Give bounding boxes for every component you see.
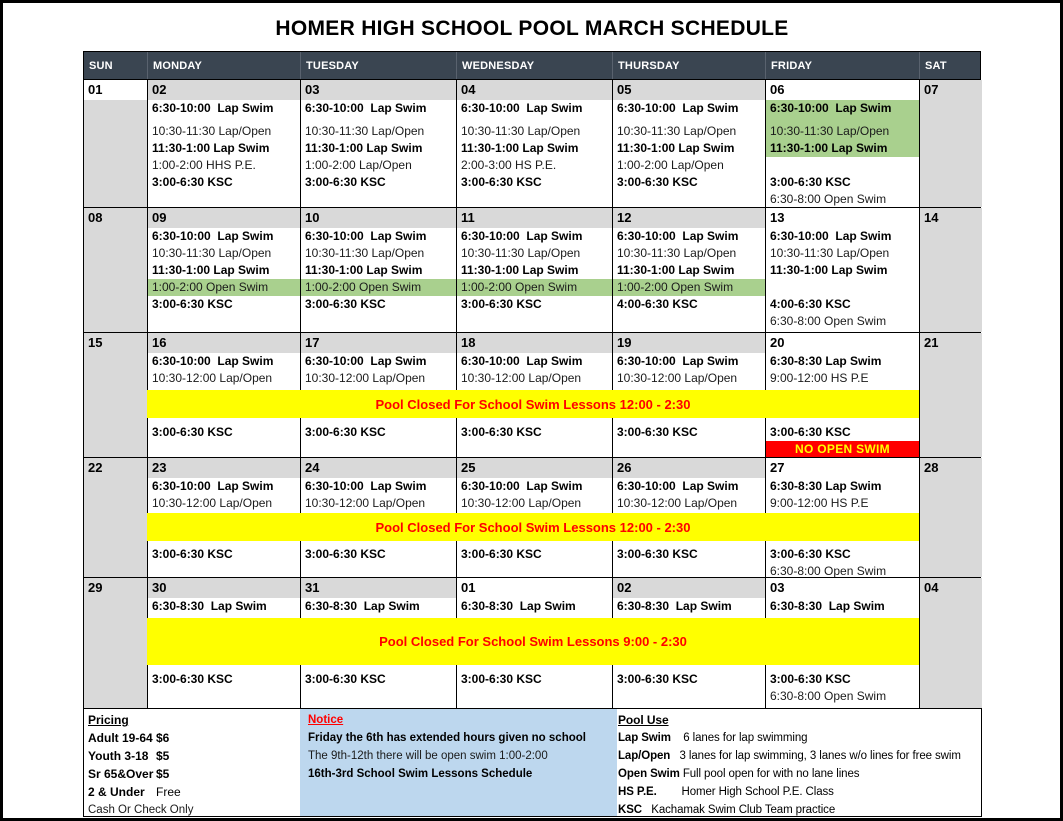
- schedule-entry: 3:00-6:30 KSC: [461, 175, 542, 189]
- schedule-entry: 6:30-10:00 Lap Swim: [461, 101, 583, 115]
- schedule-entry: 3:00-6:30 KSC: [617, 547, 698, 561]
- schedule-entry: 2:00-3:00 HS P.E.: [461, 158, 557, 172]
- day-cell[interactable]: [84, 208, 147, 332]
- schedule-entry: 9:00-12:00 HS P.E: [770, 371, 869, 385]
- pricing-heading: Pricing: [88, 713, 129, 727]
- day-cell[interactable]: [919, 80, 982, 207]
- schedule-entry: 11:30-1:00 Lap Swim: [152, 263, 270, 277]
- day-number: 27: [766, 458, 919, 478]
- pool-use-term: Open Swim: [618, 768, 680, 780]
- schedule-entry: 6:30-8:30 Lap Swim: [770, 354, 882, 368]
- blank-line: [766, 157, 919, 174]
- schedule-entry: 3:00-6:30 KSC: [305, 175, 386, 189]
- schedule-entry: 10:30-12:00 Lap/Open: [461, 371, 582, 385]
- day-cell[interactable]: [84, 333, 147, 457]
- schedule-entry: 6:30-10:00 Lap Swim: [305, 479, 427, 493]
- day-header-monday: MONDAY: [147, 52, 300, 79]
- schedule-entry: 10:30-12:00 Lap/Open: [461, 496, 582, 510]
- schedule-entry: 6:30-10:00 Lap Swim: [617, 101, 739, 115]
- schedule-entry: 3:00-6:30 KSC: [305, 297, 386, 311]
- notice-section: [300, 709, 617, 816]
- day-number: 15: [88, 335, 103, 350]
- schedule-entry: 6:30-10:00 Lap Swim: [461, 354, 583, 368]
- schedule-entry: 3:00-6:30 KSC: [617, 672, 698, 686]
- pool-use-term: Lap/Open: [618, 750, 671, 762]
- notice-line: The 9th-12th there will be open swim 1:00-2:00: [308, 750, 548, 762]
- schedule-entry: 3:00-6:30 KSC: [461, 672, 542, 686]
- schedule-entry: 3:00-6:30 KSC: [305, 547, 386, 561]
- schedule-entry: 11:30-1:00 Lap Swim: [766, 140, 919, 157]
- calendar-week-w2: [84, 207, 980, 332]
- day-cell[interactable]: [612, 80, 765, 207]
- schedule-entry: 6:30-8:00 Open Swim: [770, 689, 887, 703]
- schedule-entry: 6:30-8:30 Lap Swim: [461, 599, 576, 613]
- schedule-entry: 6:30-8:30 Lap Swim: [770, 599, 885, 613]
- pricing-value: $6: [156, 731, 170, 745]
- schedule-entry: 11:30-1:00 Lap Swim: [152, 141, 270, 155]
- schedule-entry: 3:00-6:30 KSC: [617, 425, 698, 439]
- day-number: 04: [457, 80, 612, 100]
- calendar-week-w1: [84, 79, 980, 207]
- schedule-entry: 11:30-1:00 Lap Swim: [617, 141, 735, 155]
- notice-line: Friday the 6th has extended hours given no school: [308, 732, 586, 744]
- schedule-entry: 6:30-8:00 Open Swim: [770, 192, 887, 206]
- schedule-entry: 10:30-11:30 Lap/Open: [461, 124, 581, 138]
- pricing-rows: [88, 729, 193, 801]
- calendar-week-w5: [84, 577, 980, 709]
- schedule-entry: 6:30-10:00 Lap Swim: [770, 229, 892, 243]
- pool-use-row: [618, 783, 961, 801]
- day-number: 01: [84, 80, 147, 100]
- schedule-entry: 3:00-6:30 KSC: [770, 672, 851, 686]
- schedule-entry: 6:30-10:00 Lap Swim: [461, 479, 583, 493]
- schedule-entry: 11:30-1:00 Lap Swim: [461, 263, 579, 277]
- pool-use-definition: Homer High School P.E. Class: [656, 786, 834, 798]
- day-cell[interactable]: [300, 208, 456, 332]
- no-open-swim-banner: NO OPEN SWIM: [766, 441, 919, 457]
- schedule-entry: 10:30-12:00 Lap/Open: [152, 496, 273, 510]
- pool-closed-banner: Pool Closed For School Swim Lessons 9:00 - 2:30: [147, 618, 919, 665]
- schedule-entry: 3:00-6:30 KSC: [770, 175, 851, 189]
- day-number: 26: [613, 458, 765, 478]
- pricing-row: [88, 729, 193, 747]
- schedule-entry: 10:30-11:30 Lap/Open: [461, 246, 581, 260]
- schedule-entry: 6:30-10:00 Lap Swim: [152, 479, 274, 493]
- day-number: 28: [924, 460, 939, 475]
- pool-use-row: [618, 729, 961, 747]
- schedule-entry: 6:30-10:00 Lap Swim: [617, 479, 739, 493]
- calendar-week-w4: [84, 457, 980, 577]
- schedule-entry: 6:30-10:00 Lap Swim: [152, 101, 274, 115]
- schedule-entry: 4:00-6:30 KSC: [617, 297, 698, 311]
- calendar-header-row: [84, 52, 980, 79]
- day-header-tuesday: TUESDAY: [300, 52, 456, 79]
- pricing-section: [88, 711, 193, 819]
- schedule-entry: 10:30-12:00 Lap/Open: [617, 496, 738, 510]
- schedule-entry: 1:00-2:00 Lap/Open: [617, 158, 724, 172]
- day-number: 07: [924, 82, 939, 97]
- day-cell[interactable]: [84, 80, 147, 207]
- pool-closed-banner: Pool Closed For School Swim Lessons 12:00 - 2:30: [147, 513, 919, 541]
- schedule-entry: 3:00-6:30 KSC: [152, 672, 233, 686]
- schedule-entry: 3:00-6:30 KSC: [305, 425, 386, 439]
- day-header-sun: SUN: [89, 60, 113, 72]
- schedule-entry: 3:00-6:30 KSC: [770, 547, 851, 561]
- schedule-entry: 1:00-2:00 Open Swim: [148, 279, 300, 296]
- day-header-thursday: THURSDAY: [612, 52, 765, 79]
- day-number: 13: [766, 208, 919, 228]
- pool-use-row: [618, 765, 961, 783]
- schedule-entry: 6:30-8:30 Lap Swim: [617, 599, 732, 613]
- schedule-entry: 10:30-11:30 Lap/Open: [617, 124, 737, 138]
- schedule-entry: 1:00-2:00 Lap/Open: [305, 158, 412, 172]
- schedule-entry: 6:30-8:30 Lap Swim: [770, 479, 882, 493]
- pricing-row: [88, 783, 193, 801]
- day-number: 01: [457, 578, 612, 598]
- notice-line: 16th-3rd School Swim Lessons Schedule: [308, 768, 533, 780]
- pool-use-definition: Kachamak Swim Club Team practice: [641, 804, 836, 816]
- pricing-value: Free: [156, 785, 181, 799]
- schedule-entry: 6:30-8:00 Open Swim: [770, 564, 887, 577]
- day-number: 10: [301, 208, 456, 228]
- schedule-entry: 3:00-6:30 KSC: [152, 297, 233, 311]
- pricing-label: Youth 3-18: [88, 749, 149, 763]
- blank-line: [766, 279, 919, 296]
- schedule-entry: 3:00-6:30 KSC: [152, 547, 233, 561]
- day-cell[interactable]: [84, 578, 147, 709]
- calendar: [83, 51, 981, 709]
- schedule-entry: 6:30-10:00 Lap Swim: [305, 101, 427, 115]
- day-cell[interactable]: [919, 208, 982, 332]
- day-number: 16: [148, 333, 300, 353]
- day-number: 24: [301, 458, 456, 478]
- schedule-entry: 11:30-1:00 Lap Swim: [305, 263, 423, 277]
- schedule-entry: 3:00-6:30 KSC: [305, 672, 386, 686]
- day-number: 22: [88, 460, 103, 475]
- schedule-entry: 3:00-6:30 KSC: [152, 175, 233, 189]
- schedule-entry: 10:30-11:30 Lap/Open: [766, 123, 919, 140]
- schedule-entry: 10:30-12:00 Lap/Open: [305, 371, 426, 385]
- notice-lines: [308, 729, 609, 783]
- day-cell[interactable]: [300, 80, 456, 207]
- pricing-row: [88, 765, 193, 783]
- schedule-entry: 11:30-1:00 Lap Swim: [461, 141, 579, 155]
- schedule-entry: 3:00-6:30 KSC: [617, 175, 698, 189]
- day-number: 03: [301, 80, 456, 100]
- pricing-label: Sr 65&Over: [88, 767, 154, 781]
- schedule-entry: 4:00-6:30 KSC: [770, 297, 851, 311]
- day-cell[interactable]: [919, 458, 982, 577]
- day-cell[interactable]: [147, 80, 300, 207]
- day-header-wednesday: WEDNESDAY: [456, 52, 612, 79]
- schedule-entry: 6:30-10:00 Lap Swim: [152, 229, 274, 243]
- schedule-entry: 10:30-11:30 Lap/Open: [305, 246, 425, 260]
- pool-use-term: HS P.E.: [618, 786, 657, 798]
- schedule-entry: 6:30-8:30 Lap Swim: [305, 599, 420, 613]
- notice-heading: Notice: [308, 714, 344, 726]
- pool-use-rows: [618, 729, 961, 819]
- schedule-entry: 10:30-11:30 Lap/Open: [152, 124, 272, 138]
- pool-use-definition: 6 lanes for lap swimming: [670, 732, 808, 744]
- day-number: 25: [457, 458, 612, 478]
- day-cell[interactable]: [84, 458, 147, 577]
- schedule-entry: 11:30-1:00 Lap Swim: [617, 263, 735, 277]
- day-cell[interactable]: [919, 578, 982, 709]
- day-cell[interactable]: [147, 208, 300, 332]
- day-number: 05: [613, 80, 765, 100]
- schedule-entry: 10:30-12:00 Lap/Open: [152, 371, 273, 385]
- schedule-entry: 6:30-10:00 Lap Swim: [152, 354, 274, 368]
- pool-use-section: [618, 711, 961, 819]
- day-cell[interactable]: [765, 80, 919, 207]
- day-number: 02: [613, 578, 765, 598]
- pricing-row: [88, 747, 193, 765]
- schedule-entry: 10:30-11:30 Lap/Open: [305, 124, 425, 138]
- day-number: 12: [613, 208, 765, 228]
- day-number: 17: [301, 333, 456, 353]
- schedule-entry: 6:30-10:00 Lap Swim: [305, 354, 427, 368]
- schedule-entry: 10:30-12:00 Lap/Open: [617, 371, 738, 385]
- schedule-entry: 3:00-6:30 KSC: [461, 547, 542, 561]
- day-number: 09: [148, 208, 300, 228]
- pool-use-heading: Pool Use: [618, 713, 669, 727]
- pricing-value: $5: [156, 767, 170, 781]
- schedule-entry: 3:00-6:30 KSC: [461, 425, 542, 439]
- pool-use-term: Lap Swim: [618, 732, 671, 744]
- day-cell[interactable]: [919, 333, 982, 457]
- pool-use-term: KSC: [618, 804, 642, 816]
- pricing-note: Cash Or Check Only: [88, 804, 194, 816]
- day-number: 29: [88, 580, 103, 595]
- day-number: 20: [766, 333, 919, 353]
- schedule-entry: 6:30-10:00 Lap Swim: [617, 354, 739, 368]
- schedule-entry: 3:00-6:30 KSC: [152, 425, 233, 439]
- day-number: 02: [148, 80, 300, 100]
- day-cell[interactable]: [765, 208, 919, 332]
- schedule-entry: 6:30-8:30 Lap Swim: [152, 599, 267, 613]
- day-cell[interactable]: [456, 80, 612, 207]
- footer: [83, 708, 982, 817]
- pool-use-definition: Full pool open for with no lane lines: [679, 768, 860, 780]
- schedule-entry: 1:00-2:00 Open Swim: [613, 279, 765, 296]
- schedule-entry: 6:30-10:00 Lap Swim: [766, 100, 919, 123]
- schedule-entry: 6:30-10:00 Lap Swim: [617, 229, 739, 243]
- day-number: 30: [148, 578, 300, 598]
- day-number: 31: [301, 578, 456, 598]
- day-cell[interactable]: [612, 208, 765, 332]
- schedule-entry: 3:00-6:30 KSC: [770, 425, 851, 439]
- day-header-friday: FRIDAY: [765, 52, 919, 79]
- day-number: 21: [924, 335, 939, 350]
- pricing-value: $5: [156, 749, 170, 763]
- day-number: 04: [924, 580, 939, 595]
- schedule-entry: 11:30-1:00 Lap Swim: [770, 263, 888, 277]
- pool-use-definition: 3 lanes for lap swimming, 3 lanes w/o lines for free swim: [670, 750, 961, 762]
- pool-use-row: [618, 747, 961, 765]
- schedule-entry: 6:30-10:00 Lap Swim: [305, 229, 427, 243]
- schedule-entry: 1:00-2:00 Open Swim: [301, 279, 456, 296]
- schedule-entry: 3:00-6:30 KSC: [461, 297, 542, 311]
- schedule-entry: 1:00-2:00 HHS P.E.: [152, 158, 256, 172]
- schedule-entry: 6:30-8:00 Open Swim: [770, 314, 887, 328]
- pool-closed-banner: Pool Closed For School Swim Lessons 12:00 - 2:30: [147, 390, 919, 418]
- schedule-entry: 6:30-10:00 Lap Swim: [461, 229, 583, 243]
- day-number: 08: [88, 210, 103, 225]
- schedule-entry: 11:30-1:00 Lap Swim: [305, 141, 423, 155]
- schedule-entry: 10:30-11:30 Lap/Open: [770, 246, 890, 260]
- day-number: 14: [924, 210, 939, 225]
- page-title: HOMER HIGH SCHOOL POOL MARCH SCHEDULE: [275, 17, 789, 40]
- day-number: 19: [613, 333, 765, 353]
- day-number: 23: [148, 458, 300, 478]
- schedule-entry: 9:00-12:00 HS P.E: [770, 496, 869, 510]
- pool-use-row: [618, 801, 961, 819]
- pricing-label: Adult 19-64: [88, 731, 153, 745]
- calendar-week-w3: [84, 332, 980, 457]
- day-number: 03: [766, 578, 919, 598]
- pricing-label: 2 & Under: [88, 785, 145, 799]
- schedule-entry: 10:30-12:00 Lap/Open: [305, 496, 426, 510]
- schedule-entry: 10:30-11:30 Lap/Open: [617, 246, 737, 260]
- day-cell[interactable]: [456, 208, 612, 332]
- day-number: 18: [457, 333, 612, 353]
- day-number: 11: [457, 208, 612, 228]
- schedule-entry: 10:30-11:30 Lap/Open: [152, 246, 272, 260]
- schedule-entry: 1:00-2:00 Open Swim: [457, 279, 612, 296]
- day-header-sat: SAT: [919, 52, 982, 79]
- day-number: 06: [766, 80, 919, 100]
